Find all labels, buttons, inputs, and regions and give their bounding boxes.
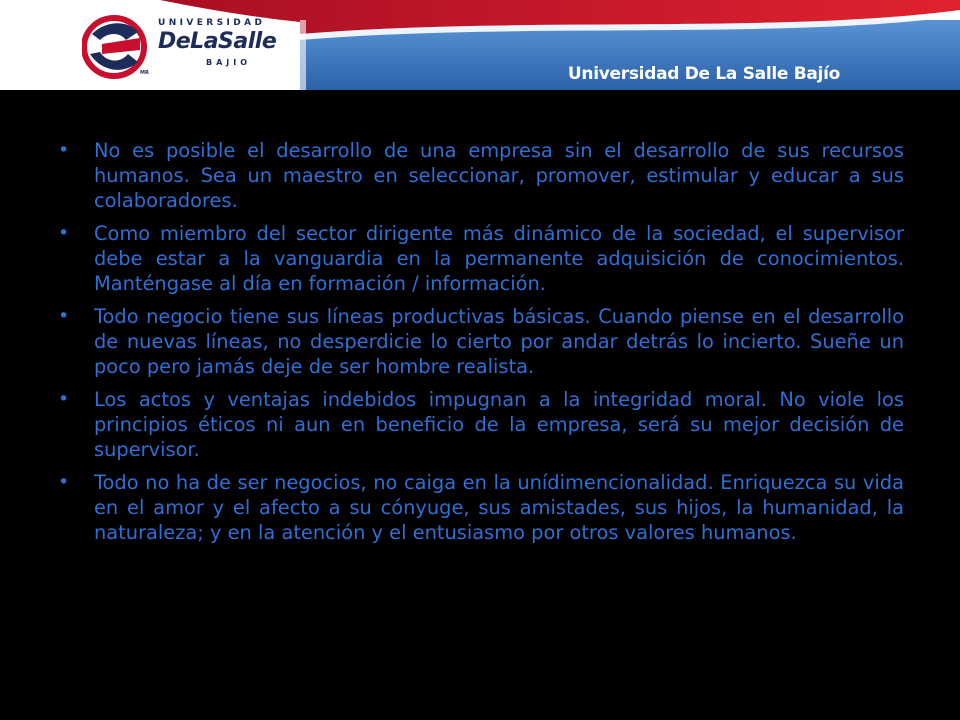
list-item (56, 304, 904, 379)
list-item (56, 387, 904, 462)
list-item-text: Todo negocio tiene sus líneas productivas básicas. Cuando piense en el desarrollo de nuevas líneas, no desperdicie lo cierto por andar detrás lo incierto. Sueñe un poco pero jamás deje de ser hombre realista. (94, 305, 904, 378)
list-item-text: No es posible el desarrollo de una empresa sin el desarrollo de sus recursos humanos. Sea un maestro en seleccionar, promover, estimular y educar a sus colaboradores. (94, 139, 904, 212)
list-item (56, 470, 904, 545)
list-item-text: Como miembro del sector dirigente más dinámico de la sociedad, el supervisor debe estar a la vanguardia en la permanente adquisición de conocimientos. Manténgase al día en formación / información. (94, 222, 904, 295)
bullet-icon: • (58, 305, 70, 327)
bullet-icon: • (58, 222, 70, 244)
university-logo (82, 14, 302, 80)
list-item (56, 138, 904, 213)
bullet-icon: • (58, 139, 70, 161)
list-item (56, 221, 904, 296)
logo-top-text: UNIVERSIDAD (158, 18, 266, 28)
bullet-list (56, 138, 904, 545)
bullet-icon: • (58, 471, 70, 493)
slide-content (56, 138, 904, 553)
list-item-text: Los actos y ventajas indebidos impugnan a la integridad moral. No viole los principios éticos ni aun en beneficio de la empresa, será su mejor decisión de supervisor. (94, 388, 904, 461)
banner-title: Universidad De La Salle Bajío (567, 64, 840, 84)
logo-bottom-text: BAJIO (206, 58, 252, 67)
logo-mark-text: MR (140, 70, 149, 76)
bullet-icon: • (58, 388, 70, 410)
logo-name: DeLaSalle (158, 29, 277, 54)
list-item-text: Todo no ha de ser negocios, no caiga en la unídimencionalidad. Enriquezca su vida en el amor y el afecto a su cónyuge, sus amistades, sus hijos, la humanidad, la naturaleza; y en la atención y el entusiasmo por otros valores humanos. (94, 471, 904, 544)
slide-header (0, 0, 960, 90)
